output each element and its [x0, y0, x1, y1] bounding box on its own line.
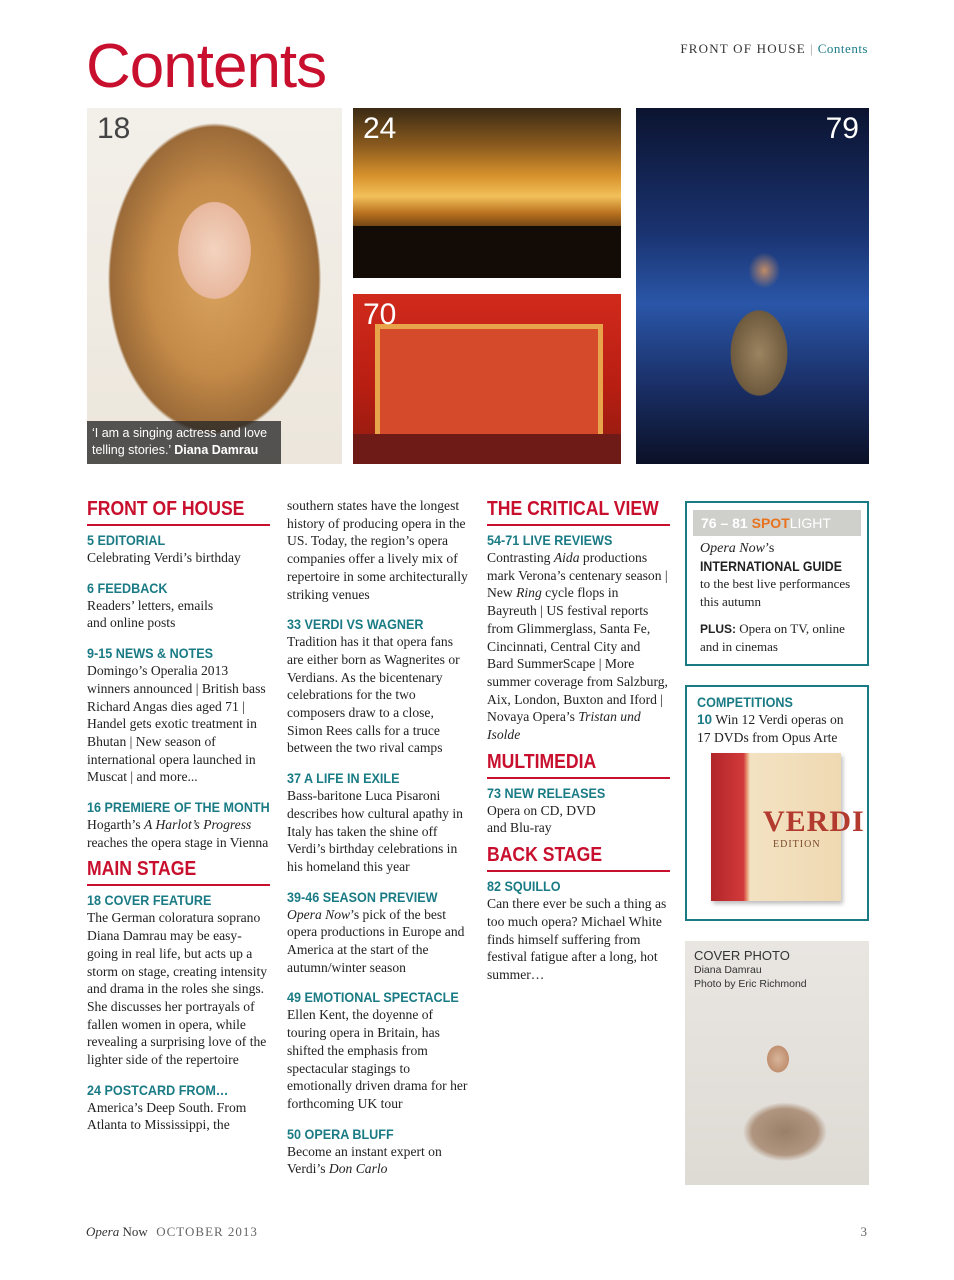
- section-heading-critical-view: THE CRITICAL VIEW: [487, 498, 659, 520]
- entry-desc-italic: Aida: [553, 550, 580, 565]
- footer-issue-date: OCTOBER 2013: [156, 1224, 258, 1239]
- entry-desc-italic: Tristan und Isolde: [487, 709, 641, 743]
- magazine-name: Opera Now: [700, 541, 765, 556]
- spotlight-plus: [700, 620, 855, 656]
- contents-column-1: [87, 497, 270, 1146]
- section-heading-front-of-house: FRONT OF HOUSE: [87, 498, 245, 520]
- cover-photo-credit: Photo by Eric Richmond: [694, 978, 807, 990]
- plus-desc: Opera on TV, online and in cinemas: [700, 621, 845, 654]
- entry-desc-editorial: Celebrating Verdi’s birthday: [87, 550, 241, 565]
- entry-heading-editorial[interactable]: 5 EDITORIAL: [87, 532, 166, 548]
- entry-desc-text: cycle flops in Bayreuth | US festival reports from Glimmerglass, Santa Fe, Cincinnati, Central City and Bard SummerScape | More summer coverage from Salzburg, Aix, London, Buxton and Iford | Novaya Opera’s: [487, 585, 668, 725]
- spotlight-magazine: [700, 540, 855, 557]
- caption-name: Diana Damrau: [174, 443, 259, 457]
- entry-desc-feedback: [87, 597, 270, 632]
- spotlight-box: [685, 501, 869, 666]
- running-head: [680, 41, 868, 57]
- footer-magazine-italic: Opera: [86, 1224, 120, 1239]
- entry-desc-live-reviews: [487, 549, 670, 744]
- photo-figure: [714, 248, 804, 398]
- entry-desc-italic: Opera Now: [287, 906, 351, 922]
- entry-heading-live-reviews[interactable]: 54-71 LIVE REVIEWS: [487, 532, 613, 548]
- section-heading-main-stage: MAIN STAGE: [87, 858, 197, 881]
- entry-heading-life-in-exile[interactable]: 37 A LIFE IN EXILE: [287, 770, 400, 787]
- entry-desc-italic: Don Carlo: [328, 1161, 388, 1177]
- photo-blue-stage: [636, 108, 869, 464]
- entry-heading-postcard[interactable]: 24 POSTCARD FROM…: [87, 1081, 229, 1098]
- entry-desc-season-preview: [287, 906, 470, 977]
- plus-label: PLUS:: [700, 622, 736, 636]
- photo-page-number: 70: [363, 298, 397, 331]
- entry-desc-italic: Ring: [516, 585, 542, 601]
- competitions-text: Win 12 Verdi operas on 17 DVDs from Opus Arte: [697, 712, 844, 745]
- entry-desc-postcard-continued: southern states have the longest history of producing opera in the US. Today, the region’s opera companies offer a lively mix of repertoire in some architecturally striking venues: [287, 498, 468, 602]
- footer-magazine: Now: [119, 1224, 148, 1239]
- entry-heading-premiere[interactable]: 16 PREMIERE OF THE MONTH: [87, 799, 270, 816]
- entry-heading-opera-bluff[interactable]: 50 OPERA BLUFF: [287, 1125, 394, 1142]
- entry-desc-text: Contrasting: [487, 550, 554, 565]
- photo-ground: [353, 226, 621, 278]
- entry-desc-new-releases: [487, 802, 670, 837]
- contents-column-3: [487, 497, 670, 996]
- section-rule: [487, 870, 670, 872]
- magazine-suffix: ’s: [764, 541, 775, 556]
- cover-photo: [685, 941, 869, 1185]
- section-rule: [487, 524, 670, 526]
- cover-photo-name: Diana Damrau: [694, 964, 762, 976]
- spotlight-guide-heading: INTERNATIONAL GUIDE: [700, 558, 842, 574]
- entry-heading-cover-feature[interactable]: 18 COVER FEATURE: [87, 892, 212, 909]
- entry-heading-news[interactable]: 9-15 NEWS & NOTES: [87, 645, 214, 662]
- entry-desc-text: productions mark Verona’s centenary season | New: [487, 550, 668, 601]
- spotlight-word-spot: SPOT: [751, 515, 790, 531]
- entry-desc-line: and online posts: [87, 615, 176, 631]
- section-rule: [87, 884, 270, 886]
- entry-desc-verdi-vs-wagner: Tradition has it that opera fans are either born as Wagnerites or Verdians. As the bicentenary celebrations for the two composers draw to a close, Simon Rees calls for a truce between the two rival camps: [287, 634, 460, 756]
- spotlight-range: 76 – 81: [701, 515, 752, 531]
- section-rule: [487, 777, 670, 779]
- dvd-box-title: VERDI: [763, 805, 865, 838]
- entry-desc-italic: A Harlot’s Progress: [144, 817, 252, 833]
- section-heading-multimedia: MULTIMEDIA: [487, 750, 597, 773]
- photo-stage-floor: [353, 434, 621, 464]
- footer-issue: [86, 1224, 258, 1240]
- entry-heading-emotional-spectacle[interactable]: 49 EMOTIONAL SPECTACLE: [287, 989, 459, 1006]
- competitions-page-number: 10: [697, 712, 713, 727]
- photo-diana-damrau: [87, 108, 342, 464]
- entry-desc-text: Hogarth’s: [87, 817, 145, 833]
- entry-desc-premiere: [87, 816, 270, 851]
- caption-quote: ‘I am a singing actress and love telling stories.’: [92, 426, 268, 457]
- photo-page-number: 79: [825, 112, 859, 145]
- spotlight-body: [687, 536, 867, 656]
- running-head-page: Contents: [817, 41, 868, 56]
- contents-column-2: [287, 497, 470, 1190]
- running-head-separator: |: [809, 41, 814, 56]
- dvd-box-subtitle: EDITION: [773, 839, 821, 850]
- entry-desc-postcard: America’s Deep South. From Atlanta to Mississippi, the: [87, 1099, 247, 1133]
- entry-heading-new-releases[interactable]: 73 NEW RELEASES: [487, 784, 606, 801]
- cover-photo-figure: [715, 1031, 855, 1171]
- entry-desc-text: Become an instant expert on Verdi’s: [287, 1143, 442, 1177]
- competitions-heading[interactable]: COMPETITIONS: [697, 694, 793, 710]
- competitions-desc: [697, 711, 857, 747]
- page-title: Contents: [86, 32, 327, 101]
- entry-desc-life-in-exile: Bass-baritone Luca Pisaroni describes how cultural apathy in Italy has taken the shine off Verdi’s birthday celebrations in his homeland this year: [287, 788, 463, 874]
- photo-stage-scene: [353, 294, 621, 464]
- entry-desc-line: Readers’ letters, emails: [87, 597, 214, 613]
- verdi-edition-dvd-box: [711, 753, 865, 901]
- photo-sunset-silhouettes: [353, 108, 621, 278]
- photo-caption: [87, 421, 281, 464]
- entry-desc-squillo: Can there ever be such a thing as too much opera? Michael White finds himself suffering from festival fatigue after a long, hot summer…: [487, 896, 667, 982]
- entry-desc-text: ’s pick of the best opera productions in Europe and America at the start of the autumn/winter season: [287, 906, 465, 975]
- cover-photo-heading: COVER PHOTO: [694, 948, 790, 963]
- section-heading-back-stage: BACK STAGE: [487, 844, 603, 867]
- entry-heading-feedback[interactable]: 6 FEEDBACK: [87, 579, 168, 596]
- photo-page-number: 24: [363, 112, 397, 145]
- spotlight-word-light: LIGHT: [789, 515, 831, 531]
- entry-desc-text: reaches the opera stage in Vienna: [87, 834, 269, 850]
- entry-desc-cover-feature: The German coloratura soprano Diana Damrau may be easy-going in real life, but acts up a storm on stage, creating intensity and drama in the roles she sings. She discusses her portrayals of fallen women in opera, while revealing a surprising love of the lighter side of the repertoire: [87, 910, 268, 1068]
- running-head-section: FRONT OF HOUSE: [680, 41, 806, 56]
- footer-page-number: 3: [860, 1224, 868, 1239]
- photo-page-number: 18: [97, 112, 131, 145]
- spotlight-guide-desc: to the best live performances this autumn: [700, 576, 851, 609]
- spotlight-banner[interactable]: [693, 510, 861, 536]
- entry-desc-emotional-spectacle: Ellen Kent, the doyenne of touring opera in Britain, has shifted the emphasis from spectacular stagings to emotionally driven drama for her forthcoming UK tour: [287, 1007, 468, 1111]
- entry-desc-line: Opera on CD, DVD: [487, 802, 596, 818]
- entry-desc-news: Domingo’s Operalia 2013 winners announced | British bass Richard Angas dies aged 71 | Handel gets exotic treatment in Bhutan | New season of international opera launched in Muscat | and more...: [87, 663, 266, 785]
- entry-heading-squillo[interactable]: 82 SQUILLO: [487, 878, 561, 895]
- competitions-box: [685, 685, 869, 921]
- entry-desc-line: and Blu-ray: [487, 820, 552, 836]
- photo-stage-frame: [375, 324, 603, 442]
- cover-photo-label: [694, 949, 807, 991]
- entry-heading-season-preview[interactable]: 39-46 SEASON PREVIEW: [287, 888, 438, 905]
- section-rule: [87, 524, 270, 526]
- entry-heading-verdi-vs-wagner[interactable]: 33 VERDI VS WAGNER: [287, 616, 424, 633]
- entry-desc-opera-bluff: [287, 1143, 470, 1178]
